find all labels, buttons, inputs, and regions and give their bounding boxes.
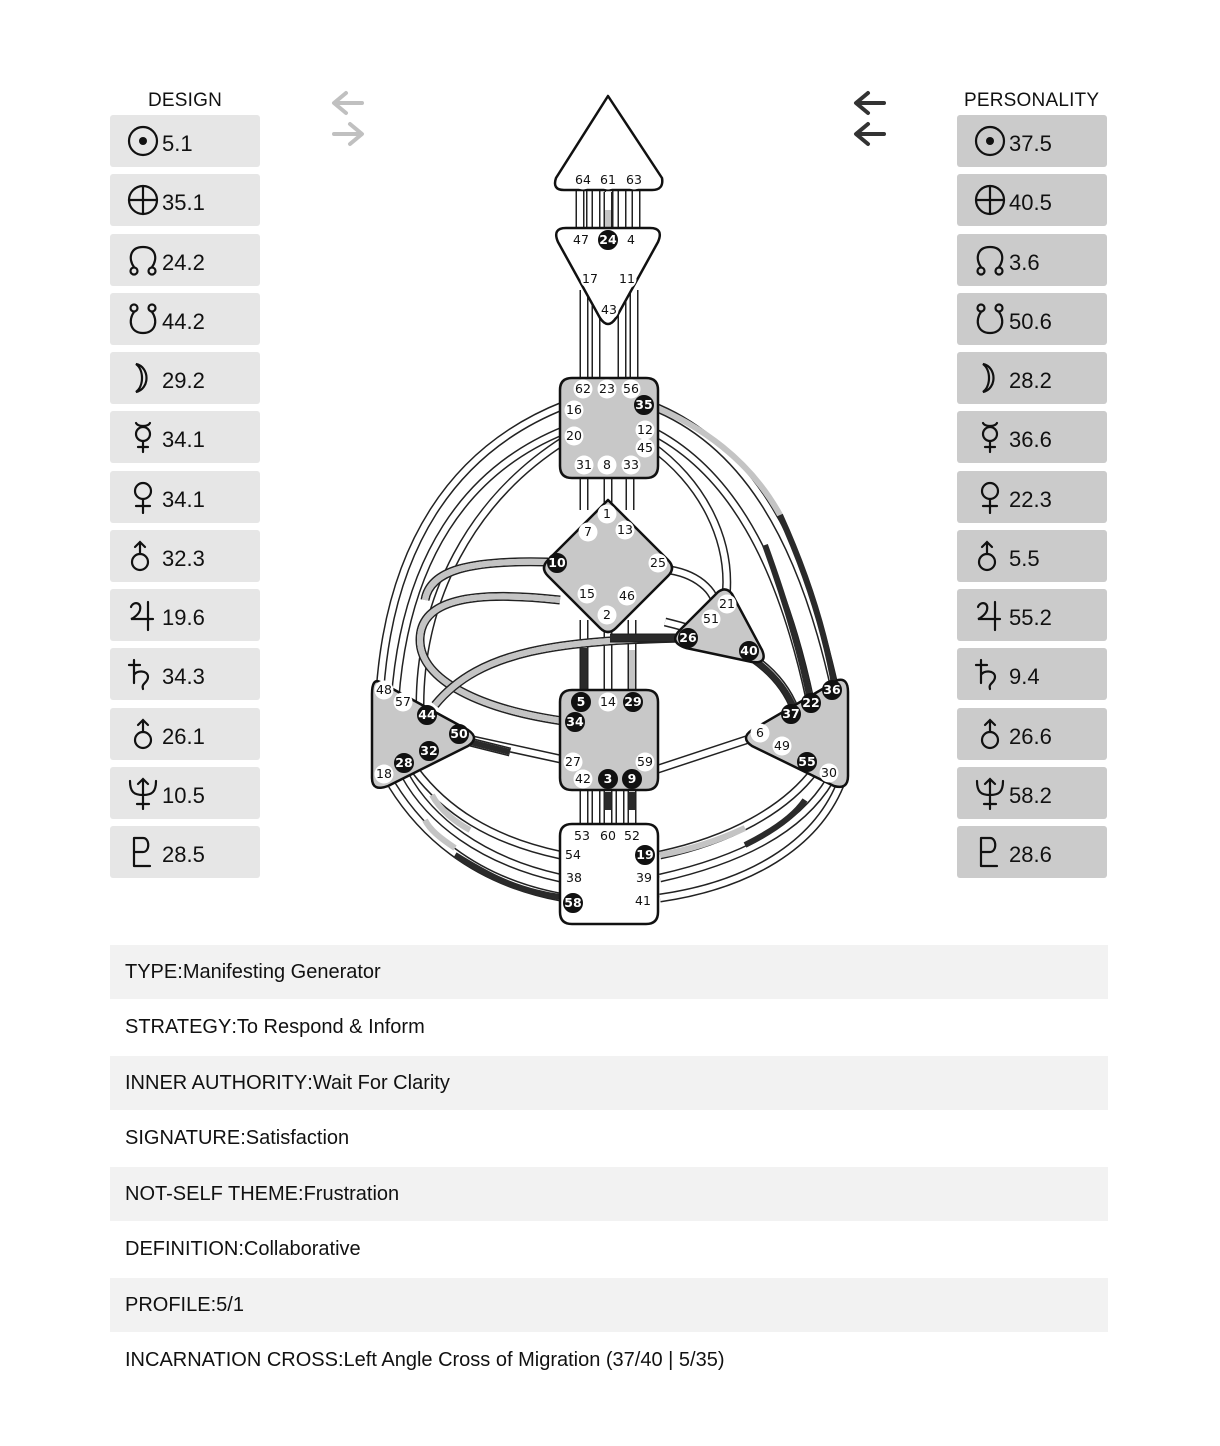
design-planet-row — [110, 352, 260, 404]
personality-planet-row — [957, 174, 1107, 226]
svg-text:7: 7 — [584, 524, 592, 540]
earth-icon — [973, 183, 1007, 217]
svg-text:3: 3 — [603, 771, 613, 787]
svg-text:37: 37 — [782, 706, 800, 722]
gate-6 — [751, 724, 770, 743]
svg-text:46: 46 — [619, 588, 635, 604]
info-label: INCARNATION CROSS — [125, 1349, 338, 1371]
svg-text:29: 29 — [624, 694, 642, 710]
design-planet-row — [110, 826, 260, 878]
design-planet-value: 10.5 — [162, 782, 205, 808]
svg-text:43: 43 — [601, 302, 617, 318]
personality-planet-row — [957, 826, 1107, 878]
svg-text:60: 60 — [600, 828, 616, 844]
info-separator: : — [240, 1127, 246, 1149]
gate-51 — [702, 610, 721, 629]
svg-text:22: 22 — [802, 695, 820, 711]
gate-49 — [773, 737, 792, 756]
design-planet-value: 34.1 — [162, 486, 205, 512]
design-planet-row — [110, 648, 260, 700]
personality-planet-row — [957, 530, 1107, 582]
svg-text:6: 6 — [756, 725, 764, 741]
info-value: To Respond & Inform — [236, 1016, 425, 1038]
info-separator: : — [231, 1016, 237, 1038]
info-label: NOT-SELF THEME — [125, 1182, 298, 1205]
mars-icon — [973, 539, 1007, 573]
svg-text:20: 20 — [566, 428, 582, 444]
svg-text:50: 50 — [450, 726, 468, 742]
venus-icon — [973, 480, 1007, 514]
pluto-icon — [973, 835, 1007, 869]
svg-text:30: 30 — [821, 765, 837, 781]
info-row-incarnation-cross — [110, 1334, 1108, 1388]
svg-text:53: 53 — [574, 828, 590, 844]
svg-text:9: 9 — [627, 771, 637, 787]
sun-icon — [126, 124, 160, 158]
gate-24 — [599, 231, 618, 250]
gate-46 — [618, 587, 637, 606]
gate-17 — [581, 270, 600, 289]
gate-12 — [636, 421, 655, 440]
gate-23 — [598, 380, 617, 399]
gate-25 — [649, 554, 668, 573]
svg-text:5: 5 — [576, 694, 586, 710]
gate-5 — [572, 693, 591, 712]
personality-planet-value: 26.6 — [1009, 723, 1052, 749]
gate-44 — [418, 706, 437, 725]
moon-icon — [126, 361, 160, 395]
svg-text:41: 41 — [635, 893, 651, 909]
svg-text:10: 10 — [548, 555, 566, 571]
design-planet-row — [110, 530, 260, 582]
svg-text:56: 56 — [623, 381, 639, 397]
personality-planet-value: 55.2 — [1009, 605, 1052, 630]
gate-13 — [616, 521, 635, 540]
south-node-icon — [973, 302, 1007, 336]
personality-planet-row — [957, 411, 1107, 463]
design-planet-row — [110, 708, 260, 760]
gate-37 — [782, 705, 801, 724]
svg-text:54: 54 — [565, 847, 581, 863]
svg-text:11: 11 — [619, 271, 635, 287]
gate-43 — [600, 301, 619, 320]
svg-text:45: 45 — [637, 440, 653, 456]
info-label: TYPE — [125, 960, 178, 983]
gate-64 — [574, 171, 593, 190]
svg-text:39: 39 — [636, 870, 652, 886]
gate-50 — [450, 725, 469, 744]
svg-text:59: 59 — [637, 754, 653, 770]
svg-text:61: 61 — [600, 172, 616, 188]
personality-planet-row — [957, 352, 1107, 404]
svg-text:32: 32 — [420, 743, 438, 759]
personality-planet-value: 37.5 — [1009, 131, 1052, 156]
svg-text:12: 12 — [637, 422, 653, 438]
design-planet-value: 26.1 — [162, 723, 205, 749]
gate-16 — [565, 401, 584, 420]
personality-planet-value: 36.6 — [1009, 427, 1052, 453]
svg-text:44: 44 — [418, 707, 436, 723]
design-planet-value: 35.1 — [162, 190, 205, 216]
earth-icon — [126, 183, 160, 217]
channel-59-6 — [655, 738, 752, 770]
gate-58 — [564, 894, 583, 913]
gate-52 — [623, 827, 642, 846]
info-row-not-self-theme — [110, 1167, 1108, 1221]
svg-text:57: 57 — [395, 694, 411, 710]
svg-text:19: 19 — [636, 847, 654, 863]
jupiter-icon — [973, 598, 1007, 632]
gate-11 — [618, 270, 637, 289]
info-value: Manifesting Generator — [182, 960, 381, 983]
svg-text:34: 34 — [566, 714, 584, 730]
svg-text:36: 36 — [823, 682, 841, 698]
gate-30 — [820, 764, 839, 783]
info-separator: : — [307, 1071, 313, 1094]
personality-planet-row — [957, 767, 1107, 819]
uranus-icon — [126, 717, 160, 751]
svg-text:26: 26 — [679, 630, 697, 646]
svg-text:40: 40 — [740, 643, 758, 659]
gate-63 — [625, 171, 644, 190]
svg-text:13: 13 — [617, 522, 633, 538]
gate-42 — [574, 770, 593, 789]
gate-18 — [375, 765, 394, 784]
svg-text:28: 28 — [395, 755, 413, 771]
gate-8 — [598, 456, 617, 475]
design-arrow-bottom — [328, 121, 368, 147]
gate-14 — [599, 693, 618, 712]
svg-text:18: 18 — [376, 766, 392, 782]
gate-62 — [574, 380, 593, 399]
info-value: Frustration — [303, 1182, 400, 1205]
svg-text:31: 31 — [576, 457, 592, 473]
svg-text:55: 55 — [798, 754, 816, 770]
svg-text:16: 16 — [566, 402, 582, 418]
svg-text:14: 14 — [600, 694, 616, 710]
gate-33 — [622, 456, 641, 475]
design-planet-value: 34.3 — [162, 664, 205, 690]
design-planet-value: 32.3 — [162, 545, 205, 571]
personality-title: PERSONALITY — [964, 90, 1100, 111]
svg-text:63: 63 — [626, 172, 642, 188]
gate-32 — [420, 742, 439, 761]
gate-40 — [740, 642, 759, 661]
saturn-icon — [973, 657, 1007, 691]
gate-35 — [635, 396, 654, 415]
gate-53 — [573, 827, 592, 846]
info-row-strategy — [110, 1001, 1108, 1055]
pluto-icon — [126, 835, 160, 869]
design-title: DESIGN — [148, 90, 223, 111]
moon-icon — [973, 361, 1007, 395]
info-row-inner-authority — [110, 1056, 1108, 1110]
info-value: Satisfaction — [245, 1127, 350, 1149]
saturn-icon — [126, 657, 160, 691]
gate-48 — [375, 681, 394, 700]
gate-20 — [565, 427, 584, 446]
personality-arrow-top — [850, 90, 890, 116]
south-node-icon — [126, 302, 160, 336]
personality-planet-row — [957, 234, 1107, 286]
gate-10 — [548, 554, 567, 573]
info-label: DEFINITION — [125, 1238, 239, 1260]
design-planet-value: 44.2 — [162, 308, 205, 334]
info-separator: : — [177, 960, 183, 983]
gate-45 — [636, 439, 655, 458]
svg-text:52: 52 — [624, 828, 640, 844]
gate-28 — [395, 754, 414, 773]
gate-55 — [798, 753, 817, 772]
svg-text:27: 27 — [565, 754, 581, 770]
personality-planet-value: 9.4 — [1009, 664, 1040, 690]
info-separator: : — [210, 1293, 217, 1316]
info-row-definition — [110, 1223, 1108, 1277]
gate-2 — [598, 606, 617, 625]
info-label: SIGNATURE — [125, 1127, 241, 1149]
svg-text:62: 62 — [575, 381, 591, 397]
svg-text:38: 38 — [566, 870, 582, 886]
personality-planet-value: 3.6 — [1009, 249, 1040, 275]
gate-56 — [622, 380, 641, 399]
svg-text:48: 48 — [376, 682, 392, 698]
svg-text:58: 58 — [564, 895, 582, 911]
personality-planet-value: 40.5 — [1009, 190, 1052, 216]
gate-60 — [599, 827, 618, 846]
personality-planet-value: 22.3 — [1009, 486, 1052, 512]
gate-21 — [718, 595, 737, 614]
gate-59 — [636, 753, 655, 772]
design-planet-row — [110, 234, 260, 286]
info-value: 5/1 — [216, 1293, 244, 1316]
gate-1 — [598, 505, 617, 524]
design-planet-row — [110, 411, 260, 463]
svg-text:25: 25 — [650, 555, 666, 571]
svg-text:33: 33 — [623, 457, 639, 473]
personality-planet-row — [957, 293, 1107, 345]
gate-31 — [575, 456, 594, 475]
gate-29 — [624, 693, 643, 712]
design-planet-row — [110, 174, 260, 226]
gate-7 — [579, 523, 598, 542]
svg-text:1: 1 — [603, 506, 611, 522]
gate-54 — [564, 846, 583, 865]
design-planet-row — [110, 115, 260, 167]
svg-text:23: 23 — [599, 381, 615, 397]
personality-planet-row — [957, 708, 1107, 760]
design-planet-row — [110, 293, 260, 345]
info-row-signature — [110, 1112, 1108, 1166]
uranus-icon — [973, 717, 1007, 751]
svg-text:35: 35 — [635, 397, 653, 413]
gate-15 — [578, 585, 597, 604]
gate-41 — [634, 892, 653, 911]
info-separator: : — [337, 1349, 344, 1371]
svg-text:21: 21 — [719, 596, 735, 612]
gate-57 — [394, 693, 413, 712]
neptune-icon — [126, 776, 160, 810]
neptune-icon — [973, 776, 1007, 810]
north-node-icon — [973, 243, 1007, 277]
gate-26 — [679, 629, 698, 648]
design-planet-value: 28.5 — [162, 842, 205, 867]
svg-text:47: 47 — [573, 232, 589, 248]
svg-text:64: 64 — [575, 172, 591, 188]
design-planet-value: 29.2 — [162, 368, 205, 393]
personality-planet-row — [957, 589, 1107, 641]
personality-planet-value: 28.6 — [1009, 842, 1052, 867]
venus-icon — [126, 480, 160, 514]
info-label: INNER AUTHORITY — [125, 1071, 308, 1094]
info-separator: : — [238, 1238, 244, 1260]
design-planet-row — [110, 589, 260, 641]
svg-text:17: 17 — [582, 271, 598, 287]
info-label: PROFILE — [125, 1293, 211, 1316]
gate-3 — [599, 770, 618, 789]
design-arrow-top — [328, 90, 368, 116]
personality-planet-value: 5.5 — [1009, 545, 1040, 571]
info-label: STRATEGY — [125, 1016, 232, 1038]
gate-47 — [572, 231, 591, 250]
mercury-icon — [126, 420, 160, 454]
mercury-icon — [973, 420, 1007, 454]
personality-planet-value: 28.2 — [1009, 368, 1052, 393]
info-row-type — [110, 945, 1108, 999]
info-row-profile — [110, 1278, 1108, 1332]
gate-61 — [599, 171, 618, 190]
jupiter-icon — [126, 598, 160, 632]
info-value: Left Angle Cross of Migration (37/40 | 5/35) — [343, 1349, 725, 1371]
personality-planet-value: 58.2 — [1009, 782, 1052, 808]
info-value: Wait For Clarity — [312, 1071, 450, 1094]
north-node-icon — [126, 243, 160, 277]
design-planet-value: 5.1 — [162, 131, 193, 156]
gate-9 — [623, 770, 642, 789]
svg-text:24: 24 — [599, 232, 617, 248]
personality-arrow-bottom — [850, 121, 890, 147]
gate-36 — [823, 681, 842, 700]
design-planet-value: 34.1 — [162, 427, 205, 453]
gate-22 — [802, 694, 821, 713]
personality-planet-row — [957, 115, 1107, 167]
mars-icon — [126, 539, 160, 573]
personality-planet-value: 50.6 — [1009, 308, 1052, 334]
svg-text:51: 51 — [703, 611, 719, 627]
svg-text:8: 8 — [603, 457, 611, 473]
gate-27 — [564, 753, 583, 772]
personality-planet-row — [957, 648, 1107, 700]
sun-icon — [973, 124, 1007, 158]
svg-text:42: 42 — [575, 771, 591, 787]
design-planet-value: 19.6 — [162, 605, 205, 630]
info-separator: : — [298, 1182, 304, 1205]
gate-39 — [635, 869, 654, 888]
gate-34 — [566, 713, 585, 732]
personality-planet-row — [957, 471, 1107, 523]
svg-text:15: 15 — [579, 586, 595, 602]
info-value: Collaborative — [243, 1238, 361, 1260]
gate-38 — [565, 869, 584, 888]
gate-19 — [636, 846, 655, 865]
design-planet-row — [110, 767, 260, 819]
svg-text:2: 2 — [603, 607, 611, 623]
gate-4 — [622, 231, 641, 250]
svg-text:49: 49 — [774, 738, 790, 754]
design-planet-row — [110, 471, 260, 523]
design-planet-value: 24.2 — [162, 249, 205, 275]
svg-text:4: 4 — [627, 232, 635, 248]
